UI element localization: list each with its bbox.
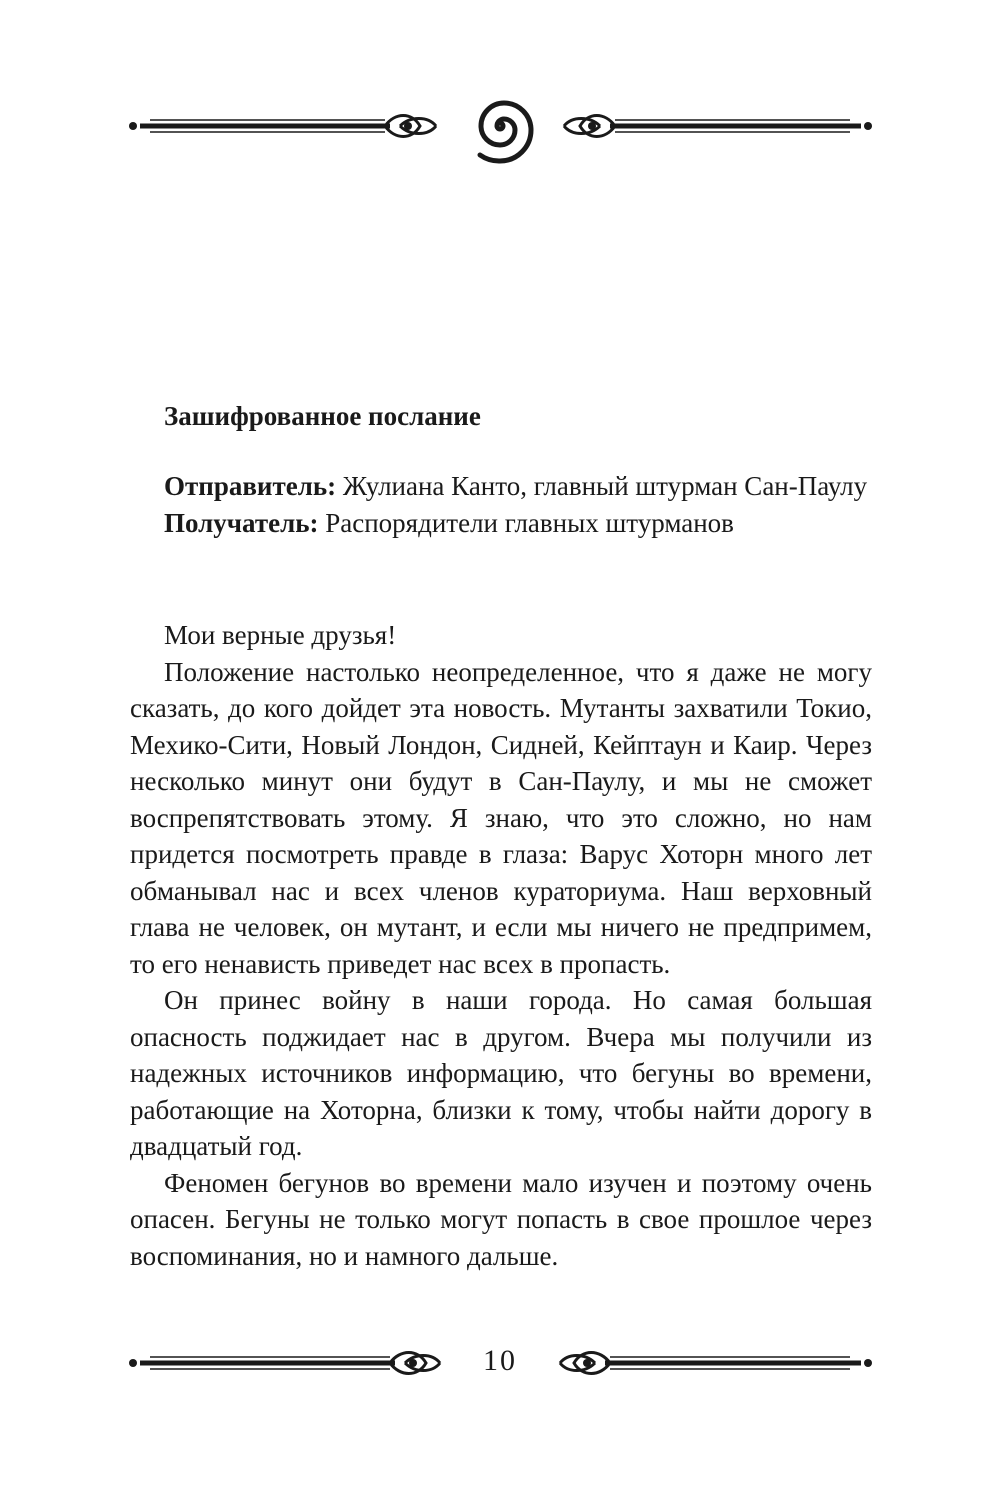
letter-body — [130, 617, 872, 1274]
letter-greeting: Мои верные друзья! — [164, 620, 397, 650]
sender-value: Жулиана Канто, главный штурман Сан-Паулу — [342, 471, 868, 501]
recipient-line — [130, 505, 872, 542]
title-text: Зашифрованное послание — [164, 401, 481, 431]
spiral-icon — [480, 103, 531, 161]
recipient-value: Распорядители главных штурманов — [325, 507, 734, 538]
page-number: 10 — [483, 1344, 517, 1377]
message-header — [130, 468, 872, 541]
letter-paragraph: Феномен бегунов во времени мало изучен и поэтому очень опасен. Бегуны не только могут попасть в свое прошлое через воспоминания, но и намного дальше. — [130, 1167, 872, 1271]
recipient-label: Получатель: — [164, 507, 319, 538]
letter-paragraph: Он принес войну в наши города. Но самая большая опасность поджидает нас в другом. Вчера мы получили из надежных источников информацию, что бегуны во времени, работающие на Хоторна, близки к тому, чтобы найти дорогу в двадцатый год. — [130, 985, 872, 1161]
sender-label: Отправитель: — [164, 471, 337, 501]
flourish-divider-top — [0, 82, 1000, 172]
message-title — [130, 398, 872, 435]
top-ornament — [0, 82, 1000, 172]
letter-paragraph: Положение настолько неопределенное, что я даже не могу сказать, до кого дойдет эта новость. Мутанты захватили Токио, Мехико-Сити, Новый Лондон, Сидней, Кейптаун и Каир. Через несколько минут они будут в Сан-Паулу, и мы не сможет воспрепятствовать этому. Я знаю, что это сложно, но нам придется посмотреть правде в глаза: Варус Хоторн много лет обманывал нас и всех членов кураториума. Наш верховный глава не человек, он мутант, и если мы ничего не предпримем, то его ненависть приведет нас всех в пропасть. — [130, 656, 872, 979]
sender-line — [130, 468, 872, 505]
